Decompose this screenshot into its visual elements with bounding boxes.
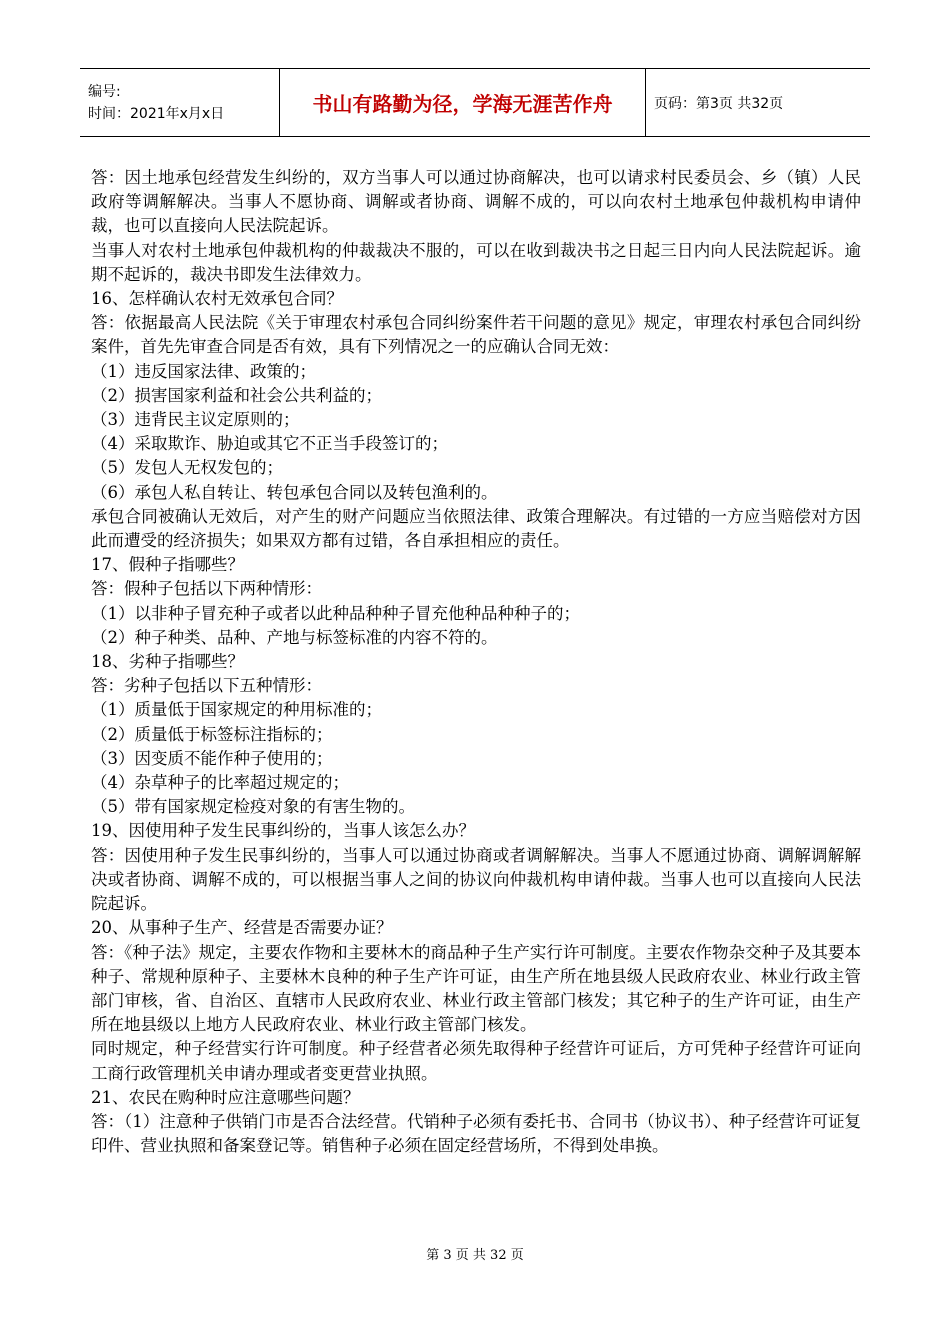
question-heading: 16、怎样确认农村无效承包合同？ [91, 289, 343, 309]
paragraph: 答：因使用种子发生民事纠纷的，当事人可以通过协商或者调解解决。当事人不愿通过协商、调解调解解决或者协商、调解不成的，可以根据当事人之间的协议向仲裁机构申请仲裁。当事人也可以直接向人民法院起诉。 [91, 845, 861, 914]
paragraph: 答：假种子包括以下两种情形： [91, 579, 322, 599]
question-heading: 17、假种子指哪些？ [91, 555, 244, 575]
document-number-label: 编号: [88, 83, 121, 100]
list-item: （3）违背民主议定原则的； [91, 410, 300, 430]
paragraph: 答：因土地承包经营发生纠纷的，双方当事人可以通过协商解决，也可以请求村民委员会、乡（镇）人民政府等调解解决。当事人不愿协商、调解或者协商、调解不成的，可以向农村土地承包仲裁机构申请仲裁，也可以直接向人民法院起诉。 [91, 168, 861, 236]
page-info-text: 页码：第3页 共32页 [654, 95, 784, 112]
paragraph: 同时规定，种子经营实行许可制度。种子经营者必须先取得种子经营许可证后，方可凭种子经营许可证向工商行政管理机关申请办理或者变更营业执照。 [91, 1039, 861, 1083]
header-page-info [646, 69, 870, 136]
document-time-label: 时间：2021年x月x日 [88, 105, 225, 122]
list-item: （2）损害国家利益和社会公共利益的； [91, 385, 382, 405]
paragraph: 答：依据最高人民法院《关于审理农村承包合同纠纷案件若干问题的意见》规定，审理农村承包合同纠纷案件，首先先审查合同是否有效，具有下列情况之一的应确认合同无效： [91, 313, 861, 357]
list-item: （4）采取欺诈、胁迫或其它不正当手段签订的； [91, 434, 448, 454]
page-header [80, 68, 870, 137]
list-item: （5）带有国家规定检疫对象的有害生物的。 [91, 797, 415, 817]
list-item: （1）质量低于国家规定的种用标准的； [91, 700, 382, 720]
question-heading: 18、劣种子指哪些？ [91, 652, 244, 672]
list-item: （1）以非种子冒充种子或者以此种品种种子冒充他种品种种子的； [91, 603, 580, 623]
page-footer [0, 1244, 950, 1263]
list-item: （2）种子种类、品种、产地与标签标准的内容不符的。 [91, 627, 498, 647]
list-item: （1）违反国家法律、政策的； [91, 361, 316, 381]
list-item: （3）因变质不能作种子使用的； [91, 748, 333, 768]
question-heading: 21、农民在购种时应注意哪些问题？ [91, 1087, 360, 1107]
document-body [91, 166, 861, 1158]
paragraph: 答：《种子法》规定，主要农作物和主要林木的商品种子生产实行许可制度。主要农作物杂交种子及其要本种子、常规种原种子、主要林木良种的种子生产许可证，由生产所在地县级人民政府农业、林业行政主管部门审核，省、自治区、直辖市人民政府农业、林业行政主管部门核发；其它种子的生产许可证，由生产所在地县级以上地方人民政府农业、林业行政主管部门核发。 [91, 942, 861, 1035]
paragraph: 承包合同被确认无效后，对产生的财产问题应当依照法律、政策合理解决。有过错的一方应当赔偿对方因此而遭受的经济损失；如果双方都有过错，各自承担相应的责任。 [91, 506, 861, 551]
footer-page-number: 第 3 页 共 32 页 [426, 1248, 524, 1263]
list-item: （2）质量低于标签标注指标的； [91, 724, 333, 744]
paragraph: 答：劣种子包括以下五种情形： [91, 676, 322, 696]
list-item: （4）杂草种子的比率超过规定的； [91, 773, 349, 793]
paragraph: 当事人对农村土地承包仲裁机构的仲裁裁决不服的，可以在收到裁决书之日起三日内向人民法院起诉。逾期不起诉的，裁决书即发生法律效力。 [91, 240, 861, 284]
question-heading: 19、因使用种子发生民事纠纷的，当事人该怎么办？ [91, 821, 475, 841]
question-heading: 20、从事种子生产、经营是否需要办证？ [91, 918, 393, 938]
motto-text: 书山有路勤为径，学海无涯苦作舟 [312, 92, 613, 116]
header-meta [80, 69, 280, 136]
list-item: （5）发包人无权发包的； [91, 458, 283, 478]
list-item: （6）承包人私自转让、转包承包合同以及转包渔利的。 [91, 482, 498, 502]
header-motto [280, 69, 646, 136]
paragraph: 答：（1）注意种子供销门市是否合法经营。代销种子必须有委托书、合同书（协议书）、种子经营许可证复印件、营业执照和备案登记等。销售种子必须在固定经营场所，不得到处串换。 [91, 1111, 861, 1156]
